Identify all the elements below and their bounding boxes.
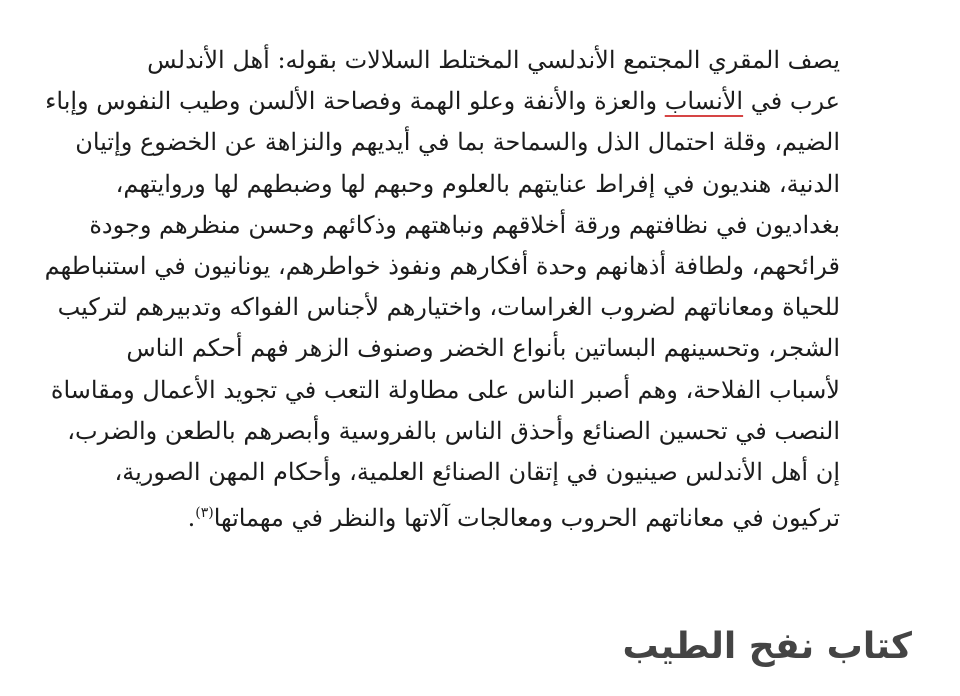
last-line-text: تركيون في معاناتهم الحروب ومعالجات آلاتها والنظر في مهماتها	[213, 504, 840, 533]
text-line-10: النصب في تحسين الصنائع وأحذق الناس بالفروسية وأبصرهم بالطعن والضرب،	[67, 416, 840, 445]
text-line-2	[45, 81, 840, 122]
quote-paragraph	[44, 40, 840, 534]
line-2-end: وعلو الهمة وفصاحة الألسن وطيب النفوس وإباء	[45, 87, 516, 116]
text-line-8: الشجر، وتحسينهم البساتين بأنواع الخضر وصنوف الزهر فهم أحكم الناس	[126, 334, 840, 363]
text-line-9: لأسباب الفلاحة، وهم أصبر الناس على مطاولة التعب في تجويد الأعمال ومقاساة	[50, 375, 840, 404]
text-line-11: إن أهل الأندلس صينيون في إتقان الصنائع العلمية، وأحكام المهن الصورية،	[114, 457, 840, 486]
footnote-marker: (٣)	[195, 505, 214, 522]
text-line-7: للحياة ومعاناتهم لضروب الغراسات، واختيارهم لأجناس الفواكه وتدبيرهم لتركيب	[57, 293, 840, 322]
text-line-12	[80, 493, 840, 534]
final-period: .	[187, 504, 196, 533]
text-line-5: بغداديون في نظافتهم ورقة أخلاقهم ونباهتهم وذكائهم وحسن منظرهم وجودة	[89, 210, 840, 239]
book-title: كتاب نفح الطيب	[622, 626, 912, 667]
text-line-6: قرائحهم، ولطافة أذهانهم وحدة أفكارهم ونفوذ خواطرهم، يونانيون في استنباطهم	[44, 251, 840, 280]
line-2-middle: والعزة والأنفة	[515, 87, 665, 116]
text-line-4: الدنية، هنديون في إفراط عنايتهم بالعلوم وحبهم لها وضبطهم لها وروايتهم،	[115, 169, 840, 198]
line-2-start: عرب في	[743, 87, 840, 116]
text-line-1: يصف المقري المجتمع الأندلسي المختلط السلالات بقوله: أهل الأندلس	[147, 46, 840, 74]
underlined-word-ansab: الأنساب	[664, 87, 744, 116]
text-line-3: الضيم، وقلة احتمال الذل والسماحة بما في أيديهم والنزاهة عن الخضوع وإتيان	[75, 128, 840, 157]
